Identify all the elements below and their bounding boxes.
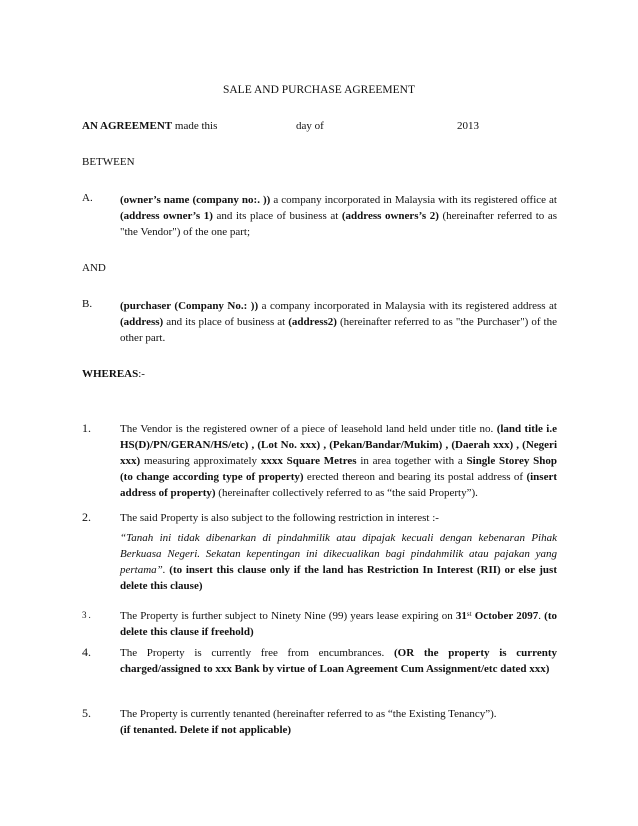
clause-1-text-5: (hereinafter collectively referred to as “the said Property”). <box>215 487 478 499</box>
clause-2-instruction: (to insert this clause only if the land has Restriction In Interest (RII) or else just delete this clause) <box>120 564 557 592</box>
clause-4-number: 4. <box>82 645 91 659</box>
agreement-made-this: made this <box>174 120 218 132</box>
clause-4-instruction: (OR the property is currenty charged/assigned to xxx Bank by virtue of Loan Agreement Cum Assignment/etc dated xxx) <box>120 647 557 675</box>
party-b-name: (purchaser (Company No.: )) <box>120 300 259 312</box>
clause-1-text-3: in area together with a <box>356 455 467 467</box>
clause-3-ordinal: st <box>466 610 472 618</box>
clause-3-text-1: The Property is further subject to Ninety Nine (99) years lease expiring on <box>120 610 456 622</box>
clause-4-paragraph <box>120 645 557 677</box>
party-b-address: (address) <box>120 316 164 328</box>
party-a-text-3: (hereinafter referred to as "the Vendor") of the one part; <box>120 210 557 238</box>
party-b-marker: B. <box>82 298 93 310</box>
clause-1-text-2: measuring approximately <box>140 455 261 467</box>
clause-1-text-4: erected thereon and bearing its postal address of <box>303 471 527 483</box>
party-b-paragraph <box>120 298 557 346</box>
clause-1-area: xxxx Square Metres <box>260 455 357 467</box>
between-heading: BETWEEN <box>82 156 135 168</box>
and-heading: AND <box>82 262 106 274</box>
clause-5-text-1: The Property is currently tenanted (hereinafter referred to as “the Existing Tenancy”). <box>120 708 497 720</box>
clause-1-property-type: Single Storey Shop (to change according type of property) <box>120 455 557 483</box>
party-a-text-2: and its place of business at <box>212 210 342 222</box>
clause-2-restriction <box>120 530 557 594</box>
clause-4-text-1: The Property is currently free from encumbrances. <box>120 647 394 659</box>
agreement-line <box>82 120 217 132</box>
clause-3-date: October 2097 <box>474 610 539 622</box>
clause-5-instruction: (if tenanted. Delete if not applicable) <box>120 724 292 736</box>
clause-1-paragraph <box>120 421 557 501</box>
clause-3-paragraph <box>120 608 557 640</box>
party-a-office: (address owner’s 1) <box>120 210 213 222</box>
document-title: SALE AND PURCHASE AGREEMENT <box>222 84 415 96</box>
clause-1-title-details: (land title i.e HS(D)/PN/GERAN/HS/etc) , (Lot No. xxx) , (Pekan/Bandar/Mukim) , (Daerah xxx) , (Negeri xxx) <box>120 423 557 467</box>
party-a-business: (address owners’s 2) <box>341 210 439 222</box>
whereas-label: WHEREAS <box>82 368 139 380</box>
clause-2-text-1: The said Property is also subject to the following restriction in interest :- <box>120 512 439 524</box>
party-b-address2: (address2) <box>288 316 337 328</box>
clause-2-italic-text: “Tanah ini tidak dibenarkan di pindahmilik atau dipajak kecuali dengan kebenaran Pihak Berkuasa Negeri. Sekatan kepentingan ini dikecualikan bagi pindahmilik atau pajakan yang pertama”. <box>120 532 557 576</box>
clause-1-text-1: The Vendor is the registered owner of a piece of leasehold land held under title no. <box>120 423 497 435</box>
clause-3-number: 3. <box>82 610 93 620</box>
party-a-name: (owner’s name (company no:. )) <box>120 194 271 206</box>
clause-1-number: 1. <box>82 421 91 435</box>
clause-5-number: 5. <box>82 706 91 720</box>
clause-3-day: 31 <box>455 610 467 622</box>
clause-1-postal-address: (insert address of property) <box>120 471 557 499</box>
clause-2-paragraph <box>120 510 557 594</box>
party-a-marker: A. <box>82 192 93 204</box>
party-a-paragraph <box>120 192 557 240</box>
whereas-suffix: :- <box>138 368 145 380</box>
clause-3-instruction: (to delete this clause if freehold) <box>120 610 557 638</box>
agreement-label: AN AGREEMENT <box>82 120 173 132</box>
party-a-text-1: a company incorporated in Malaysia with its registered office at <box>270 194 557 206</box>
clause-3-text-2: . <box>538 610 545 622</box>
party-b-text-3: (hereinafter referred to as "the Purchaser") of the other part. <box>120 316 557 344</box>
party-b-text-2: and its place of business at <box>163 316 289 328</box>
clause-5-paragraph <box>120 706 557 738</box>
clause-2-number: 2. <box>82 510 91 524</box>
party-b-text-1: a company incorporated in Malaysia with its registered address at <box>258 300 557 312</box>
whereas-heading <box>82 368 145 380</box>
agreement-year: 2013 <box>457 120 479 132</box>
agreement-day-of: day of <box>296 120 324 132</box>
